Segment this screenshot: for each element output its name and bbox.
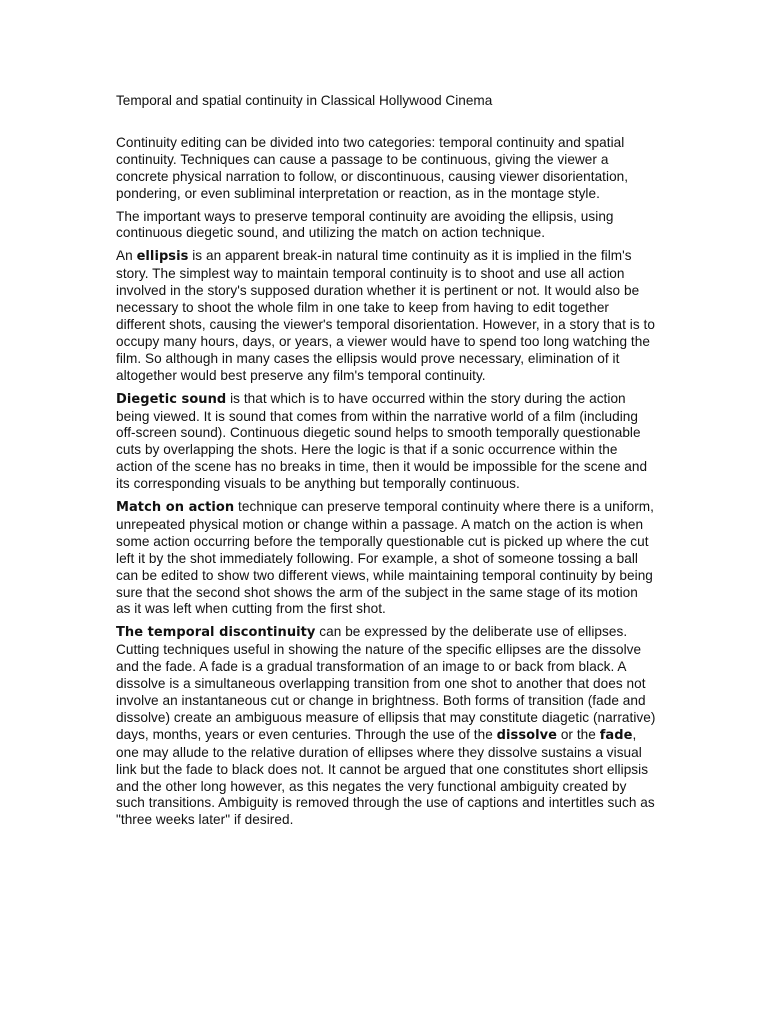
term-ellipsis: ellipsis	[136, 249, 189, 265]
term-diegetic-sound: Diegetic sound	[116, 391, 227, 407]
paragraph-temporal-discontinuity-text-3: , one may allude to the relative duration of ellipses where they dissolve sustains a visual link but the fade to black does not. It cannot be argued that one constitutes short ellipsis and the other long however, as this negates the very functional ambiguity created by such transitions. Ambiguity is removed through the use of captions and intertitles such as "three weeks later" if desired.	[116, 726, 655, 828]
paragraph-ellipsis-text: is an apparent break-in natural time continuity as it is implied in the film's story. The simplest way to maintain temporal continuity is to shoot and use all action involved in the story's supposed duration whether it is pertinent or not. It would also be necessary to shoot the whole film in one take to keep from having to edit together different shots, causing the viewer's temporal disorientation. However, in a story that is to occupy many hours, days, or years, a viewer would have to spend too long watching the film. So although in many cases the ellipsis would prove necessary, elimination of it altogether would best preserve any film's temporal continuity.	[116, 248, 655, 383]
paragraph-temporal-discontinuity-text-2: or the	[557, 726, 600, 742]
paragraph-temporal-discontinuity-text-1: can be expressed by the deliberate use of ellipses. Cutting techniques useful in showing the nature of the specific ellipses are the dissolve and the fade. A fade is a gradual transformation of an image to or back from black. A dissolve is a simultaneous overlapping transition from one shot to another that does not involve an instantaneous cut or change in brightness. Both forms of transition (fade and dissolve) create an ambiguous measure of ellipsis that may constitute diagetic (narrative) days, months, years or even centuries. Through the use of the	[116, 624, 656, 742]
paragraph-diegetic-sound	[116, 391, 656, 493]
term-dissolve: dissolve	[496, 727, 557, 743]
paragraph-ellipsis-lead: An	[116, 248, 137, 264]
document-page	[116, 93, 656, 835]
paragraph-match-on-action	[116, 499, 656, 618]
paragraph-intro: Continuity editing can be divided into two categories: temporal continuity and spatial continuity. Techniques can cause a passage to be continuous, giving the viewer a concrete physical narration to follow, or discontinuous, causing viewer disorientation, pondering, or even subliminal interpretation or reaction, as in the montage style.	[116, 134, 629, 201]
term-temporal-discontinuity: The temporal discontinuity	[116, 625, 316, 641]
paragraph-match-on-action-text: technique can preserve temporal continuity where there is a uniform, unrepeated physical motion or change within a passage. A match on the action is when some action occurring before the temporally questionable cut is picked up where the cut left it by the shot immediately following. For example, a shot of someone tossing a ball can be edited to show two different views, while maintaining temporal continuity by being sure that the second shot shows the arm of the subject in the same stage of its motion as it was left when cutting from the first shot.	[116, 499, 655, 617]
paragraph-temporal-ways: The important ways to preserve temporal continuity are avoiding the ellipsis, using continuous diegetic sound, and utilizing the match on action technique.	[116, 208, 614, 241]
paragraph-diegetic-sound-text: is that which is to have occurred within the story during the action being viewed. It is sound that comes from within the narrative world of a film (including off-screen sound). Continuous diegetic sound helps to smooth temporally questionable cuts by overlapping the shots. Here the logic is that if a sonic occurrence within the action of the scene has no breaks in time, then it would be impossible for the scene and its corresponding visuals to be anything but temporally continuous.	[116, 390, 648, 492]
term-match-on-action: Match on action	[116, 500, 235, 516]
document-title: Temporal and spatial continuity in Classical Hollywood Cinema	[116, 93, 493, 108]
paragraph-temporal-discontinuity	[116, 624, 656, 829]
paragraph-ellipsis	[116, 248, 656, 384]
term-fade: fade	[599, 727, 633, 743]
